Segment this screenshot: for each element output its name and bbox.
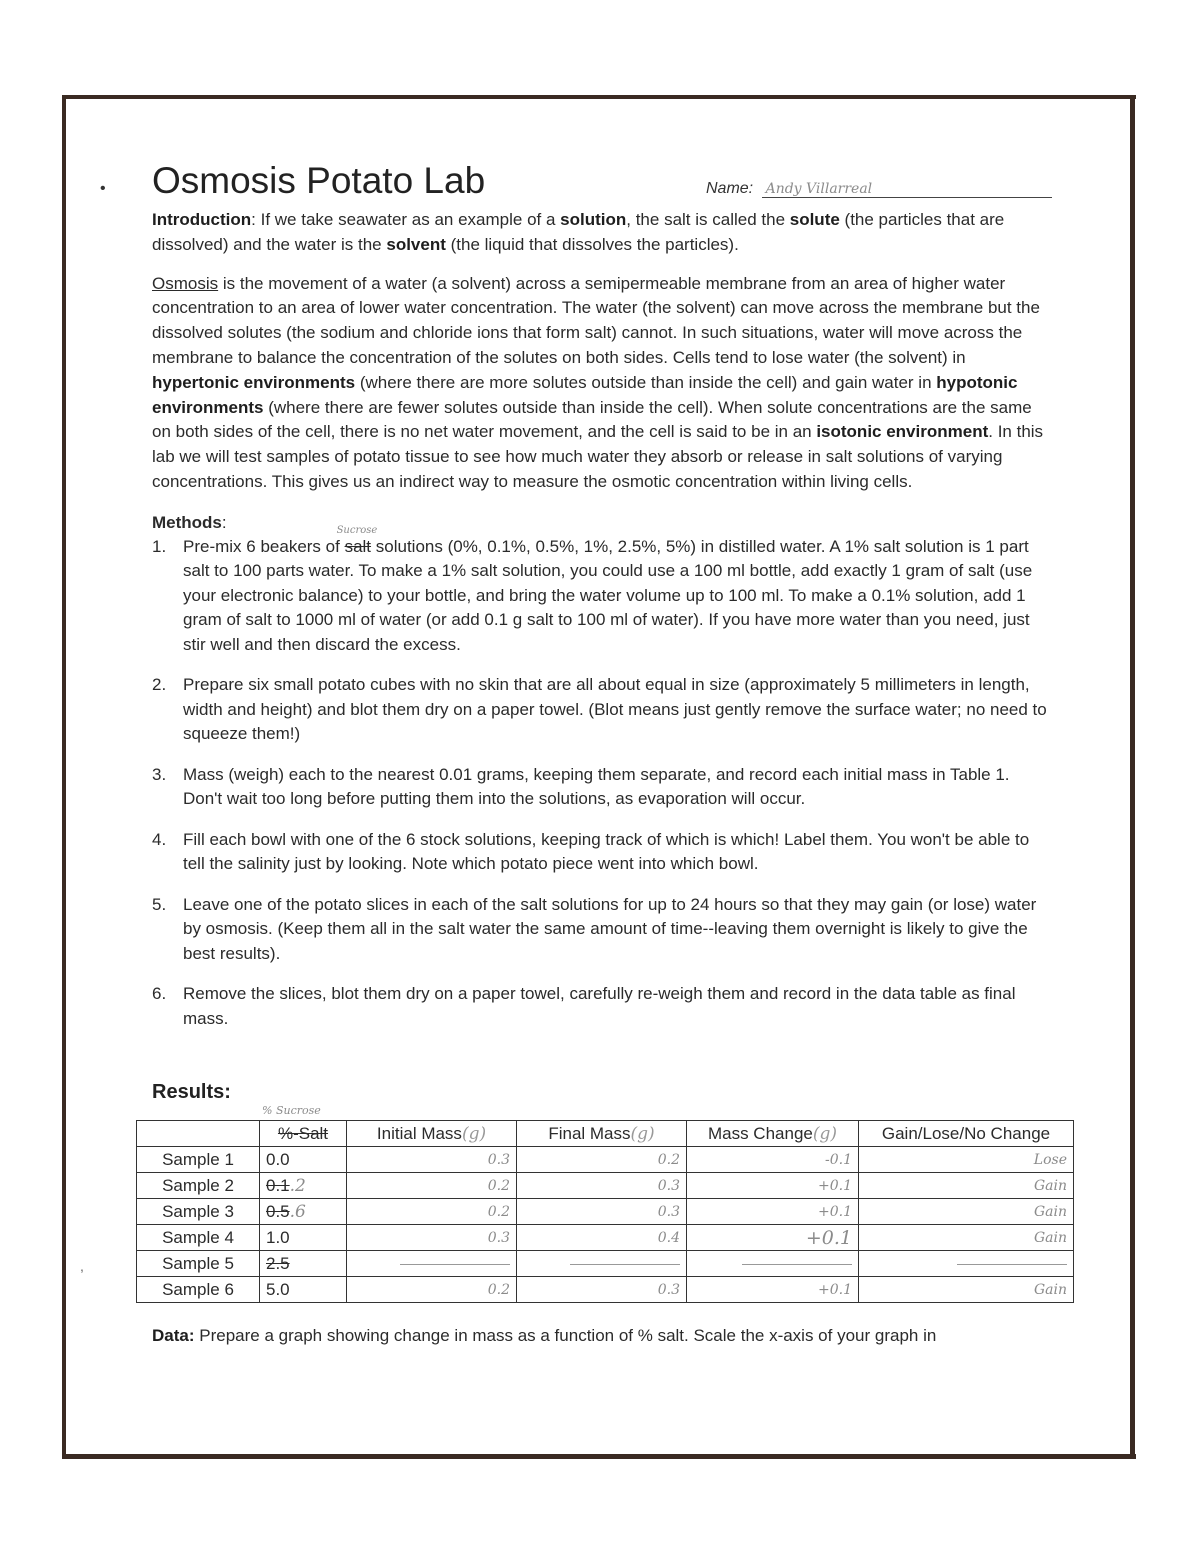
step-number: 6. [152, 984, 167, 1004]
osmosis-text: (where there are more solutes outside than inside the cell) and gain water in [355, 372, 937, 392]
gain-lose-cell: Gain [859, 1277, 1074, 1303]
header-gain-lose: Gain/Lose/No Change [859, 1121, 1074, 1147]
initial-mass-cell: 0.2 [347, 1173, 517, 1199]
salt-word: salt [344, 536, 372, 556]
final-mass-cell: 0.4 [517, 1225, 687, 1251]
method-step-2 [152, 673, 1052, 747]
table-row [137, 1225, 1074, 1251]
header-mass-change [687, 1121, 859, 1147]
sample-label: Sample 3 [137, 1199, 260, 1225]
results-table [136, 1120, 1074, 1303]
intro-label: Introduction [152, 210, 252, 229]
osmosis-text: is the movement of a water (a solvent) across a semipermeable membrane from an area of higher water concentration to an area of lower water concentration. The water (the solvent) can move across the membrane but the dissolved solutes (the sodium and chloride ions that form salt) cannot. In such situations, water will move across the membrane to balance the concentration of the solutes on both sides. Cells tend to lose water (the solvent) in [152, 273, 1040, 367]
final-mass-cell: 0.3 [517, 1199, 687, 1225]
name-field [706, 180, 1052, 198]
header-initial-text: Initial Mass [376, 1123, 462, 1143]
intro-text: : If we take seawater as an example of a [251, 210, 561, 229]
header-final-mass [517, 1121, 687, 1147]
sample-label: Sample 1 [137, 1147, 260, 1173]
step-text: Pre-mix 6 beakers of [183, 536, 345, 556]
step-text: solutions (0%, 0.1%, 0.5%, 1%, 2.5%, 5%) in distilled water. A 1% salt solution is 1 part salt to 100 parts water. To make a 1% salt solution, you could use a 100 ml bottle, add exactly 1 gram of salt (use your electronic balance) to your bottle, and bring the water volume up to 100 ml. To make a 0.1% solution, add 1 gram of salt to 1000 ml of water (or add 0.1 g salt to 100 ml of water). If you have more water than you need, just stir well and then discard the excess. [183, 536, 1033, 654]
page-title: Osmosis Potato Lab [152, 160, 486, 201]
pct-struck: 0.1 [266, 1175, 290, 1195]
sucrose-handwritten-note: Sucrose [336, 524, 378, 536]
name-line [762, 180, 1052, 198]
initial-mass-cell: 0.3 [347, 1225, 517, 1251]
frame-left-border [62, 95, 66, 1458]
step-text: Prepare six small potato cubes with no skin that are all about equal in size (approximately 5 millimeters in length, width and height) and blot them dry on a paper towel. (Blot means just gently remove the surface water; no need to squeeze them!) [183, 675, 1047, 744]
method-step-5 [152, 893, 1052, 967]
pct-cell [260, 1173, 347, 1199]
mass-change-cell: -0.1 [687, 1147, 859, 1173]
header-pct-text: %-Salt [277, 1123, 329, 1143]
gain-lose-cell: Gain [859, 1199, 1074, 1225]
data-paragraph [152, 1324, 1052, 1349]
methods-label: Methods [152, 512, 222, 532]
margin-tick: , [80, 1258, 84, 1274]
step-number: 2. [152, 675, 167, 695]
osmosis-text: . In this lab we will test samples of potato tissue to see how much water they absorb or release in salt solutions of varying concentrations. This gives us an indirect way to measure the osmotic concentration within living cells. [152, 422, 1044, 491]
initial-mass-cell [347, 1251, 517, 1277]
table-row [137, 1277, 1074, 1303]
method-step-3 [152, 763, 1052, 812]
title-row [152, 160, 1052, 208]
data-label: Data: [152, 1326, 195, 1345]
name-label: Name: [706, 180, 754, 197]
results-heading: Results: [152, 1081, 231, 1103]
pct-cell: 0.0 [260, 1147, 347, 1173]
data-text: Prepare a graph showing change in mass as a function of % salt. Scale the x-axis of your graph in [194, 1326, 937, 1345]
header-empty [137, 1121, 260, 1147]
gain-lose-cell [859, 1251, 1074, 1277]
intro-term-solution: solution [560, 210, 627, 229]
intro-term-solute: solute [789, 210, 840, 229]
osmosis-paragraph [152, 272, 1052, 495]
method-step-1 [152, 524, 1052, 658]
pct-handwritten: .2 [289, 1175, 306, 1196]
gain-lose-cell: Gain [859, 1173, 1074, 1199]
frame-right-border [1130, 95, 1135, 1458]
final-mass-cell [517, 1251, 687, 1277]
margin-dot: • [100, 180, 106, 197]
step-number: 1. [152, 536, 167, 556]
final-mass-cell: 0.3 [517, 1277, 687, 1303]
mass-change-cell: +0.1 [687, 1173, 859, 1199]
term-isotonic: isotonic environment [816, 422, 989, 442]
step-text: Remove the slices, blot them dry on a paper towel, carefully re-weigh them and record in the data table as final mass. [183, 984, 1016, 1028]
sample-label: Sample 2 [137, 1173, 260, 1199]
table-row [137, 1173, 1074, 1199]
header-final-text: Final Mass [548, 1123, 631, 1143]
salt-word-struck [336, 524, 378, 560]
pct-cell: 5.0 [260, 1277, 347, 1303]
header-initial-unit: (g) [461, 1123, 487, 1144]
table-header-row [137, 1121, 1074, 1147]
gain-lose-cell: Lose [859, 1147, 1074, 1173]
intro-term-solvent: solvent [386, 234, 446, 254]
pct-handwritten: .6 [289, 1201, 306, 1222]
header-change-unit: (g) [812, 1123, 838, 1144]
header-pct-salt [260, 1121, 347, 1147]
frame-bottom-border [62, 1454, 1136, 1459]
frame-top-border [62, 95, 1136, 99]
pct-cell [260, 1199, 347, 1225]
term-hypotonic: hypotonic environments [152, 372, 1018, 417]
blank-dash [400, 1264, 510, 1265]
step-text: Mass (weigh) each to the nearest 0.01 grams, keeping them separate, and record each initial mass in Table 1. Don't wait too long before putting them into the solutions, as evaporation will occur. [183, 764, 1010, 809]
blank-dash [570, 1264, 680, 1265]
methods-list [152, 524, 1052, 1032]
name-handwritten: Andy Villarreal [765, 181, 873, 197]
step-number: 5. [152, 894, 167, 914]
introduction-paragraph [152, 208, 1052, 258]
mass-change-cell: +0.1 [687, 1225, 859, 1251]
blank-dash [742, 1264, 852, 1265]
gain-lose-cell: Gain [859, 1225, 1074, 1251]
initial-mass-cell: 0.2 [347, 1199, 517, 1225]
header-final-unit: (g) [630, 1123, 655, 1144]
worksheet-body [152, 160, 1052, 1047]
intro-text: , the salt is called the [626, 210, 790, 229]
table-row [137, 1199, 1074, 1225]
method-step-4 [152, 828, 1052, 877]
sample-label: Sample 5 [137, 1251, 260, 1277]
blank-dash [957, 1264, 1067, 1265]
table-row [137, 1251, 1074, 1277]
methods-colon: : [221, 512, 227, 532]
mass-change-cell: +0.1 [687, 1277, 859, 1303]
sample-label: Sample 6 [137, 1277, 260, 1303]
pct-struck: 2.5 [266, 1253, 290, 1273]
osmosis-text: (where there are fewer solutes outside than inside the cell). When solute concentrations are the same on both sides of the cell, there is no net water movement, and the cell is said to be in an [152, 397, 1032, 442]
table-row [137, 1147, 1074, 1173]
initial-mass-cell: 0.2 [347, 1277, 517, 1303]
mass-change-cell [687, 1251, 859, 1277]
intro-text: (the liquid that dissolves the particles). [445, 234, 739, 254]
term-hypertonic: hypertonic environments [152, 372, 356, 392]
sample-label: Sample 4 [137, 1225, 260, 1251]
pct-cell [260, 1251, 347, 1277]
pct-cell: 1.0 [260, 1225, 347, 1251]
sucrose-column-note: % Sucrose [262, 1104, 321, 1117]
step-text: Leave one of the potato slices in each of the salt solutions for up to 24 hours so that they may gain (or lose) water by osmosis. (Keep them all in the salt water the same amount of time--leaving them overnight is likely to give the best results). [183, 894, 1037, 963]
methods-heading [152, 513, 1052, 533]
pct-struck: 0.5 [266, 1201, 290, 1221]
final-mass-cell: 0.3 [517, 1173, 687, 1199]
header-initial-mass [347, 1121, 517, 1147]
header-change-text: Mass Change [707, 1123, 813, 1143]
method-step-6 [152, 982, 1052, 1031]
initial-mass-cell: 0.3 [347, 1147, 517, 1173]
step-text: Fill each bowl with one of the 6 stock solutions, keeping track of which is which! Label them. You won't be able to tell the salinity just by looking. Note which potato piece went into which bowl. [183, 829, 1030, 874]
final-mass-cell: 0.2 [517, 1147, 687, 1173]
intro-text: (the particles that are dissolved) and the water is the [152, 210, 1005, 254]
mass-change-cell: +0.1 [687, 1199, 859, 1225]
osmosis-term: Osmosis [152, 273, 219, 293]
step-number: 4. [152, 829, 167, 849]
step-number: 3. [152, 764, 167, 784]
